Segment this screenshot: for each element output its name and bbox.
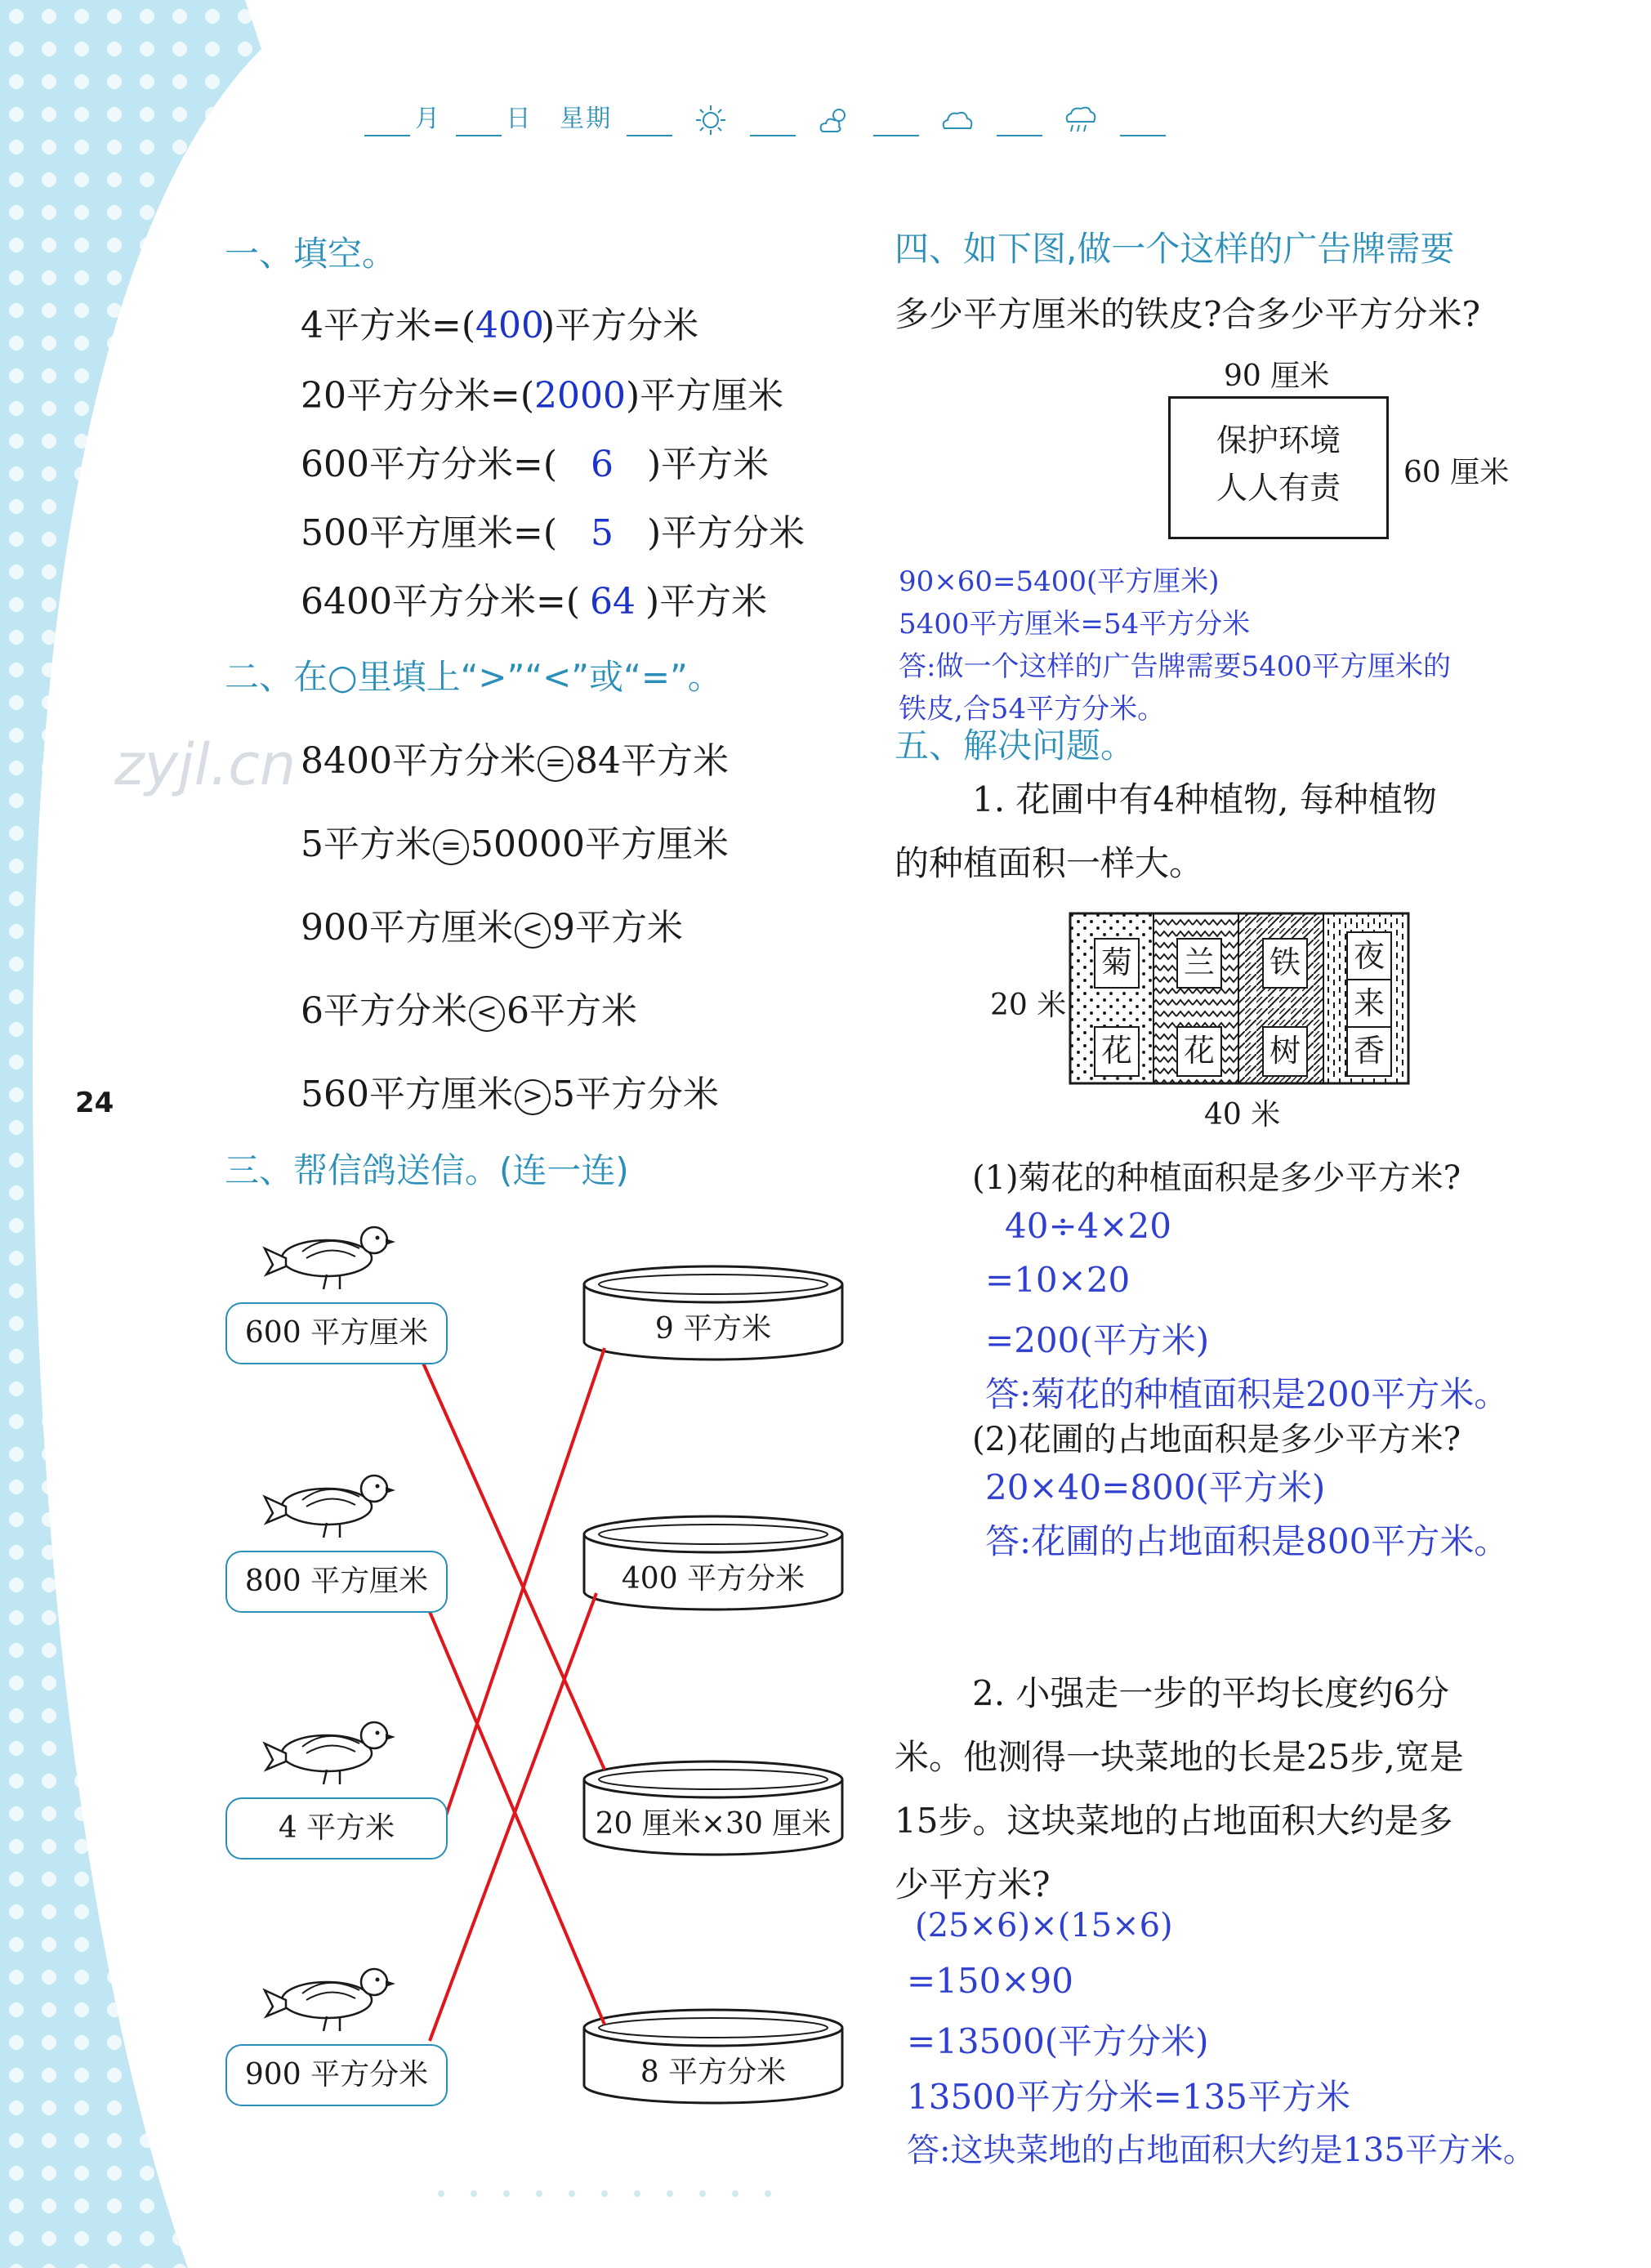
- p2-answer-5: 答:这块菜地的占地面积大约是135平方米。: [907, 2132, 1536, 2169]
- compare-circle-3: <: [515, 913, 551, 949]
- compare-item-5: 560平方厘米 > 5平方分米: [301, 1074, 719, 1115]
- pigeon-3: [265, 1722, 395, 1784]
- q1-answer-2: =10×20: [985, 1260, 1131, 1300]
- board-height-label: 60 厘米: [1403, 456, 1510, 489]
- problem1-line2: 的种植面积一样大。: [895, 843, 1204, 883]
- plant-char-6: 树: [1262, 1026, 1308, 1077]
- plant-char-4: 花: [1176, 1026, 1222, 1077]
- fill-item-1: 4平方米=(400)平方分米: [301, 305, 699, 346]
- section4-title: 四、如下图,做一个这样的广告牌需要: [895, 229, 1455, 269]
- compare-item-4: 6平方分米 < 6平方米: [301, 990, 637, 1032]
- box-label-2: 400 平方分米: [621, 1562, 805, 1596]
- day-label: 日: [506, 105, 533, 133]
- connect-line-2: [428, 1608, 605, 2025]
- problem2-line4: 少平方米?: [895, 1864, 1051, 1904]
- pigeon-label-3: 4 平方米: [225, 1797, 448, 1859]
- p2-answer-3: =13500(平方分米): [907, 2021, 1209, 2061]
- month-label: 月: [415, 105, 441, 133]
- plant-char-9: 香: [1346, 1026, 1392, 1077]
- connect-line-3: [446, 1348, 605, 1815]
- pigeon-1: [265, 1227, 395, 1289]
- problem2-line3: 15步。这块菜地的占地面积大约是多: [895, 1801, 1453, 1841]
- plant-char-2: 花: [1094, 1026, 1140, 1077]
- plant-char-5: 铁: [1262, 938, 1308, 989]
- plant-char-8: 来: [1346, 979, 1392, 1029]
- section4-answer-2: 5400平方厘米=54平方分米: [899, 608, 1251, 641]
- answer-3: 6: [591, 444, 614, 485]
- box-label-3: 20 厘米×30 厘米: [595, 1807, 832, 1841]
- section4-answer-3: 答:做一个这样的广告牌需要5400平方厘米的: [899, 650, 1451, 683]
- p2-answer-2: =150×90: [907, 1961, 1073, 2001]
- garden-height-label: 20 米: [990, 989, 1067, 1022]
- question-1: (1)菊花的种植面积是多少平方米?: [972, 1159, 1461, 1197]
- board-width-label: 90 厘米: [1224, 359, 1330, 393]
- q1-answer-3: =200(平方米): [985, 1320, 1210, 1360]
- answer-4: 5: [591, 512, 614, 554]
- plant-char-7: 夜: [1346, 931, 1392, 982]
- problem2-line2: 米。他测得一块菜地的长是25步,宽是: [895, 1737, 1464, 1777]
- compare-item-1: 8400平方分米 = 84平方米: [301, 740, 729, 782]
- weekday-label: 星期: [560, 105, 613, 133]
- compare-circle-5: >: [515, 1079, 551, 1115]
- problem1-line1: 1. 花圃中有4种植物, 每种植物: [972, 779, 1437, 819]
- p2-answer-4: 13500平方分米=135平方米: [907, 2077, 1350, 2117]
- q2-answer-2: 答:花圃的占地面积是800平方米。: [985, 1521, 1509, 1561]
- pigeon-4: [265, 1969, 395, 2031]
- section1-title: 一、填空。: [225, 234, 397, 274]
- q1-answer-1: 40÷4×20: [1005, 1206, 1171, 1246]
- board-text-line2: 人人有责: [1216, 470, 1341, 506]
- fill-item-3: 600平方分米=( 6 )平方米: [301, 444, 770, 485]
- board-text-line1: 保护环境: [1216, 422, 1341, 458]
- compare-circle-4: <: [469, 996, 505, 1032]
- q1-answer-4: 答:菊花的种植面积是200平方米。: [985, 1374, 1509, 1414]
- fill-item-4: 500平方厘米=( 5 )平方分米: [301, 512, 805, 554]
- fill-item-2: 20平方分米=(2000)平方厘米: [301, 375, 784, 417]
- ad-board: [1168, 396, 1389, 539]
- compare-circle-1: =: [538, 746, 573, 782]
- section3-title: 三、帮信鸽送信。(连一连): [225, 1150, 629, 1190]
- answer-5: 64: [590, 581, 636, 623]
- compare-circle-2: =: [433, 829, 469, 865]
- fill-item-5: 6400平方分米=( 64 )平方米: [301, 581, 768, 623]
- question-2: (2)花圃的占地面积是多少平方米?: [972, 1421, 1461, 1458]
- pigeon-2: [265, 1476, 395, 1538]
- answer-1: 400: [475, 305, 545, 346]
- section4-title-line2: 多少平方厘米的铁皮?合多少平方分米?: [895, 294, 1481, 334]
- pigeon-label-1: 600 平方厘米: [225, 1302, 448, 1364]
- box-label-1: 9 平方米: [654, 1312, 772, 1346]
- plant-char-3: 兰: [1176, 938, 1222, 989]
- answer-2: 2000: [534, 375, 627, 417]
- pigeon-label-2: 800 平方厘米: [225, 1551, 448, 1613]
- plant-char-1: 菊: [1094, 938, 1140, 989]
- box-label-4: 8 平方分米: [640, 2056, 787, 2089]
- problem2-line1: 2. 小强走一步的平均长度约6分: [972, 1673, 1450, 1713]
- p2-answer-1: (25×6)×(15×6): [915, 1907, 1173, 1944]
- compare-item-3: 900平方厘米 < 9平方米: [301, 907, 683, 949]
- garden-width-label: 40 米: [1204, 1098, 1281, 1132]
- section4-answer-1: 90×60=5400(平方厘米): [899, 565, 1220, 598]
- section5-title: 五、解决问题。: [895, 725, 1136, 766]
- q2-answer-1: 20×40=800(平方米): [985, 1467, 1326, 1507]
- pigeon-label-4: 900 平方分米: [225, 2044, 448, 2106]
- compare-item-2: 5平方米 = 50000平方厘米: [301, 824, 729, 865]
- connect-line-4: [430, 1593, 596, 2041]
- watermark: zyjl.cn: [114, 731, 297, 798]
- page-number: 24: [75, 1087, 114, 1119]
- section2-title: 二、在○里填上“>”“<”或“=”。: [225, 657, 722, 697]
- section4-answer-4: 铁皮,合54平方分米。: [899, 693, 1166, 725]
